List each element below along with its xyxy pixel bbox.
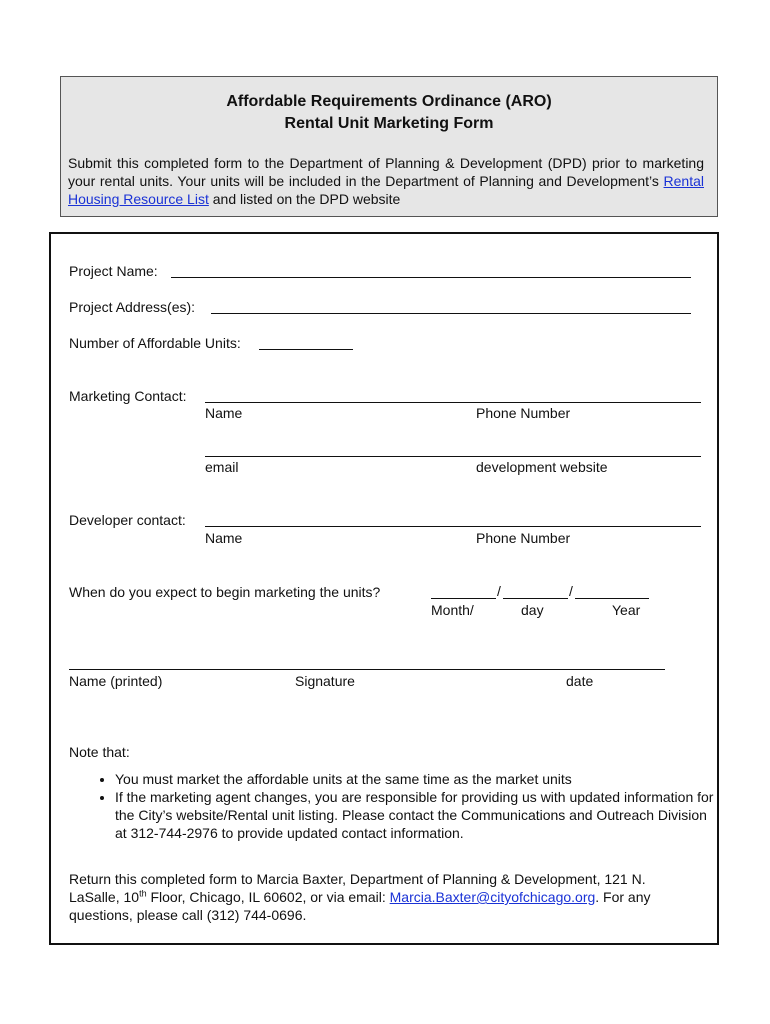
marketing-start-question: When do you expect to begin marketing the units? — [69, 584, 381, 600]
marketing-contact-email-website-field[interactable] — [205, 456, 701, 457]
note-item: • You must market the affordable units at the same time as the market units — [115, 770, 715, 788]
project-name-field[interactable] — [171, 277, 691, 278]
return-instructions — [69, 870, 699, 924]
date-slash-2: / — [569, 583, 573, 599]
affordable-units-field[interactable] — [259, 349, 353, 350]
signature-caption: Signature — [295, 673, 355, 689]
name-printed-caption: Name (printed) — [69, 673, 163, 689]
affordable-units-label: Number of Affordable Units: — [69, 335, 241, 351]
rental-housing-resource-list-link[interactable]: Rental Housing Resource List — [68, 173, 704, 207]
project-name-label: Project Name: — [69, 263, 158, 279]
date-year-field[interactable] — [575, 598, 649, 599]
intro-paragraph — [68, 154, 704, 208]
marketing-email-caption: email — [205, 459, 239, 475]
note-item: • If the marketing agent changes, you are responsible for providing us with updated information for the City’s website/Rental unit listing. Please contact the Communications and Outreach Division at 312-744-2976 to provide updated contact information. — [115, 788, 715, 842]
developer-contact-field[interactable] — [205, 526, 701, 527]
developer-contact-label: Developer contact: — [69, 512, 186, 528]
sign-date-caption: date — [566, 673, 594, 689]
date-month-field[interactable] — [431, 598, 496, 599]
developer-name-caption: Name — [205, 530, 243, 546]
marketing-name-caption: Name — [205, 405, 243, 421]
developer-phone-caption: Phone Number — [476, 530, 571, 546]
date-month-caption: Month/ — [431, 602, 474, 618]
notes-list — [87, 770, 715, 842]
date-day-caption: day — [521, 602, 544, 618]
header-box — [60, 76, 718, 217]
marketing-phone-caption: Phone Number — [476, 405, 571, 421]
return-text-superscript: th — [139, 888, 147, 899]
project-address-field[interactable] — [211, 313, 691, 314]
form-subtitle: Rental Unit Marketing Form — [284, 115, 494, 132]
project-address-label: Project Address(es): — [69, 299, 196, 315]
return-text-part2: Floor, Chicago, IL 60602, or via email: — [146, 889, 390, 905]
return-text-part1: Return this completed form to Marcia Baxter, Department of Planning & Development, 121 N. LaSalle, 10 — [69, 871, 646, 905]
date-year-caption: Year — [612, 602, 641, 618]
contact-email-link[interactable]: Marcia.Baxter@cityofchicago.org — [389, 889, 596, 905]
marketing-contact-name-phone-field[interactable] — [205, 402, 701, 403]
return-text-part3: . For any questions, please call (312) 744-0696. — [69, 889, 651, 923]
marketing-contact-label: Marketing Contact: — [69, 388, 187, 404]
date-day-field[interactable] — [503, 598, 568, 599]
date-slash-1: / — [497, 583, 501, 599]
form-title: Affordable Requirements Ordinance (ARO) — [226, 93, 552, 110]
notes-heading: Note that: — [69, 744, 130, 760]
intro-text-end: and listed on the DPD website — [208, 191, 401, 207]
form-box — [49, 232, 719, 945]
marketing-website-caption: development website — [476, 459, 608, 475]
signature-line[interactable] — [69, 669, 665, 670]
intro-text: Submit this completed form to the Department of Planning & Development (DPD) prior to marketing your rental units. Your units will be included in the Department of Planning and Development’s — [68, 155, 704, 189]
